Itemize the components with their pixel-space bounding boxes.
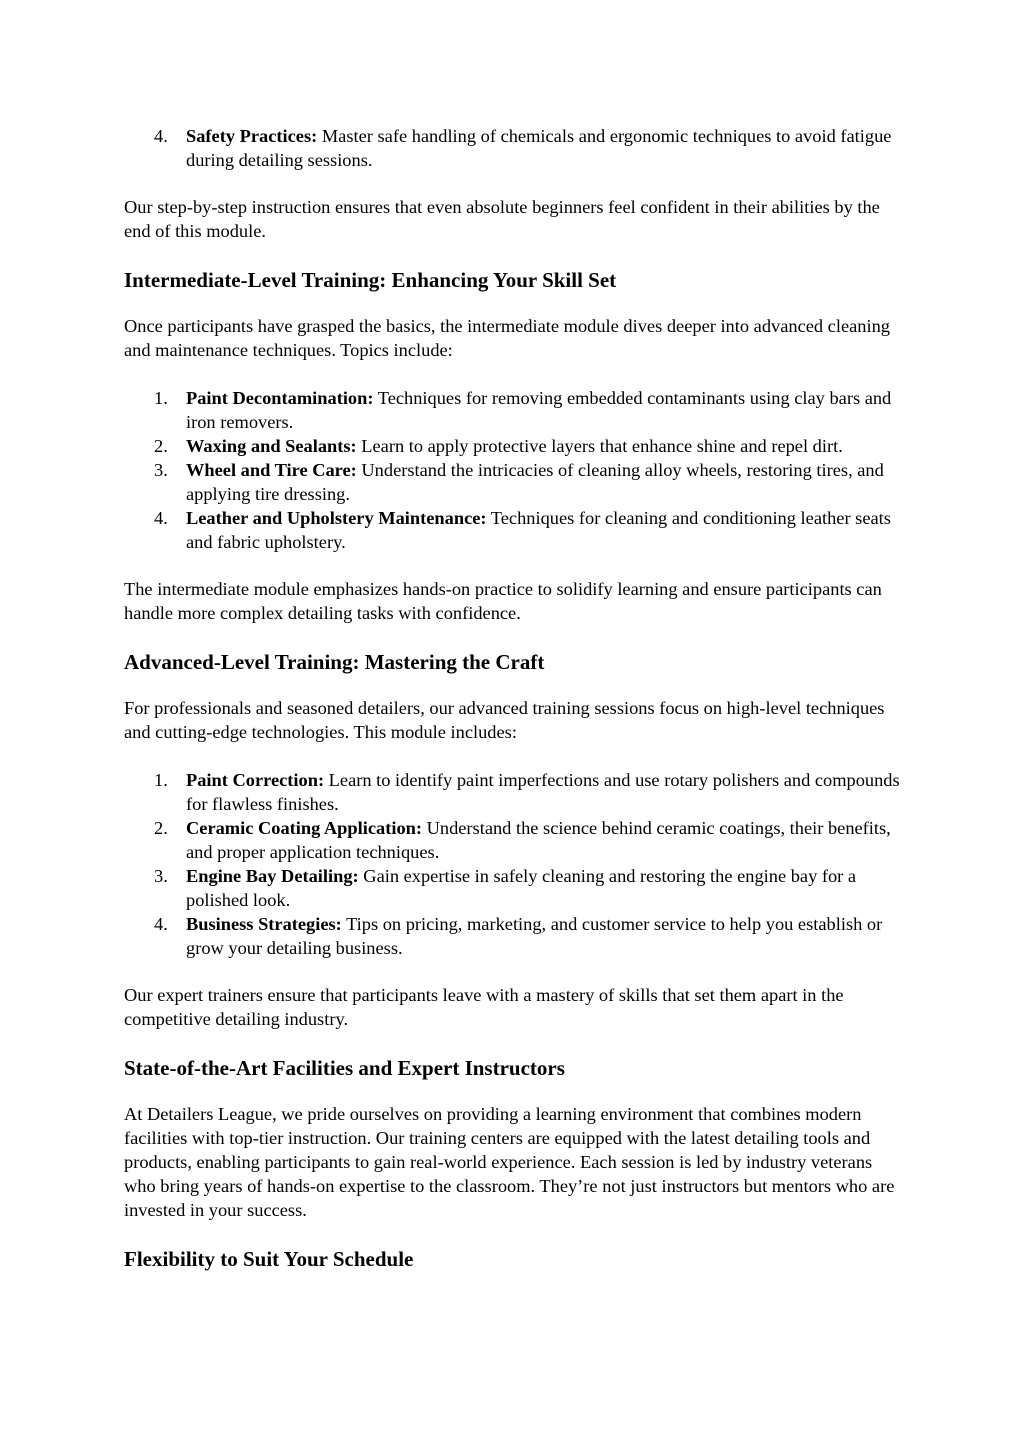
- list-text: Techniques for removing embedded contaminants using clay bars and iron removers.: [186, 388, 892, 432]
- list-item: [124, 864, 904, 912]
- facilities-heading: State-of-the-Art Facilities and Expert Instructors: [124, 1056, 565, 1080]
- list-term: Paint Decontamination:: [186, 388, 374, 408]
- list-text: Techniques for cleaning and conditioning leather seats and fabric upholstery.: [186, 508, 891, 552]
- list-term: Engine Bay Detailing:: [186, 866, 359, 886]
- list-term: Safety Practices:: [186, 126, 318, 146]
- intermediate-heading: Intermediate-Level Training: Enhancing Your Skill Set: [124, 268, 617, 292]
- intermediate-intro: Once participants have grasped the basics, the intermediate module dives deeper into advanced cleaning and maintenance techniques. Topics include:: [124, 316, 890, 360]
- list-item: [124, 768, 904, 816]
- advanced-heading: Advanced-Level Training: Mastering the Craft: [124, 650, 545, 674]
- list-item: [124, 912, 904, 960]
- list-term: Ceramic Coating Application:: [186, 818, 422, 838]
- list-number: 1.: [154, 770, 168, 790]
- facilities-body: At Detailers League, we pride ourselves on providing a learning environment that combines modern facilities with top-tier instruction. Our training centers are equipped with the latest detailing tools and products, enabling participants to gain real-world experience. Each session is led by industry veterans who bring years of hands-on expertise to the classroom. They’re not just instructors but mentors who are invested in your success.: [124, 1104, 895, 1220]
- advanced-closing: Our expert trainers ensure that participants leave with a mastery of skills that set them apart in the competitive detailing industry.: [124, 985, 844, 1029]
- list-number: 1.: [154, 388, 168, 408]
- list-item: [124, 434, 904, 458]
- list-number: 4.: [154, 126, 168, 146]
- advanced-intro: For professionals and seasoned detailers, our advanced training sessions focus on high-level techniques and cutting-edge technologies. This module includes:: [124, 698, 885, 742]
- intermediate-list: [124, 386, 904, 554]
- beginner-closing-paragraph: Our step-by-step instruction ensures that even absolute beginners feel confident in their abilities by the end of this module.: [124, 197, 880, 241]
- list-item: [124, 386, 904, 434]
- list-item: [124, 816, 904, 864]
- list-text: Master safe handling of chemicals and ergonomic techniques to avoid fatigue during detailing sessions.: [186, 126, 892, 170]
- list-text: Learn to identify paint imperfections and use rotary polishers and compounds for flawless finishes.: [186, 770, 900, 814]
- list-text: Understand the intricacies of cleaning alloy wheels, restoring tires, and applying tire dressing.: [186, 460, 884, 504]
- list-text: Learn to apply protective layers that enhance shine and repel dirt.: [356, 436, 843, 456]
- list-number: 4.: [154, 508, 168, 528]
- list-item: [124, 506, 904, 554]
- list-number: 3.: [154, 460, 168, 480]
- intermediate-closing: The intermediate module emphasizes hands-on practice to solidify learning and ensure participants can handle more complex detailing tasks with confidence.: [124, 579, 882, 623]
- list-number: 4.: [154, 914, 168, 934]
- list-term: Waxing and Sealants:: [186, 436, 357, 456]
- list-item: [124, 458, 904, 506]
- list-text: Understand the science behind ceramic coatings, their benefits, and proper application techniques.: [186, 818, 891, 862]
- list-number: 2.: [154, 818, 168, 838]
- safety-list: [124, 124, 904, 172]
- list-item: [124, 124, 904, 172]
- flexibility-heading: Flexibility to Suit Your Schedule: [124, 1247, 414, 1271]
- list-term: Wheel and Tire Care:: [186, 460, 357, 480]
- list-number: 3.: [154, 866, 168, 886]
- list-number: 2.: [154, 436, 168, 456]
- list-term: Business Strategies:: [186, 914, 342, 934]
- document-page: [124, 124, 904, 1293]
- list-term: Paint Correction:: [186, 770, 325, 790]
- list-term: Leather and Upholstery Maintenance:: [186, 508, 487, 528]
- list-text: Gain expertise in safely cleaning and restoring the engine bay for a polished look.: [186, 866, 857, 910]
- list-text: Tips on pricing, marketing, and customer service to help you establish or grow your detailing business.: [186, 914, 883, 958]
- advanced-list: [124, 768, 904, 960]
